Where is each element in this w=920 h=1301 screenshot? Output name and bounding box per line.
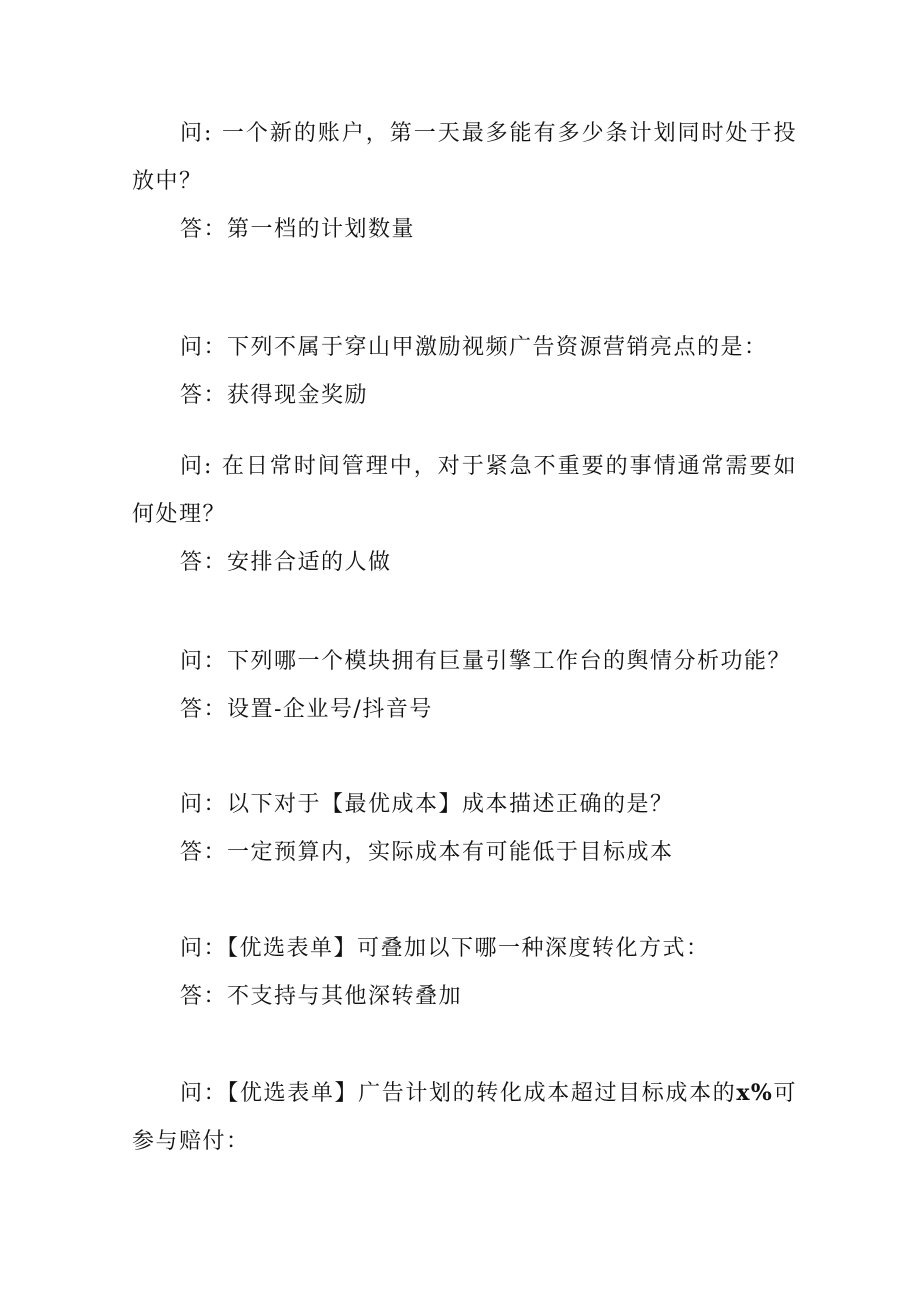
answer-1: 答：第一档的计划数量	[180, 217, 416, 242]
question-7-percent: x%	[736, 1080, 774, 1106]
qa-item-1	[132, 110, 797, 254]
qa-item-4	[132, 638, 797, 734]
qa-item-5	[132, 781, 797, 877]
qa-item-3	[132, 443, 797, 587]
question-7-suffix: 可参与赔付：	[132, 1081, 797, 1154]
answer-3: 答：安排合适的人做	[180, 550, 392, 575]
qa-item-2	[132, 324, 797, 420]
qa-item-7	[132, 1069, 797, 1166]
question-2: 问：下列不属于穿山甲激励视频广告资源营销亮点的是：	[180, 335, 768, 360]
question-5: 问：以下对于【最优成本】成本描述正确的是？	[180, 792, 674, 817]
answer-4: 答：设置-企业号/抖音号	[180, 697, 433, 722]
answer-2: 答：获得现金奖励	[180, 383, 369, 408]
answer-5: 答：一定预算内，实际成本有可能低于目标成本	[180, 840, 674, 865]
qa-item-6	[132, 925, 797, 1021]
question-3: 问: 在日常时间管理中，对于紧急不重要的事情通常需要如何处理？	[132, 454, 797, 527]
question-7-prefix: 问：【优选表单】广告计划的转化成本超过目标成本的	[180, 1081, 737, 1106]
answer-6: 答：不支持与其他深转叠加	[180, 984, 463, 1009]
question-7	[132, 1069, 797, 1166]
question-4: 问：下列哪一个模块拥有巨量引擎工作台的舆情分析功能？	[180, 649, 792, 674]
question-6: 问：【优选表单】可叠加以下哪一种深度转化方式：	[180, 936, 710, 961]
question-1: 问: 一个新的账户，第一天最多能有多少条计划同时处于投放中？	[132, 121, 797, 194]
